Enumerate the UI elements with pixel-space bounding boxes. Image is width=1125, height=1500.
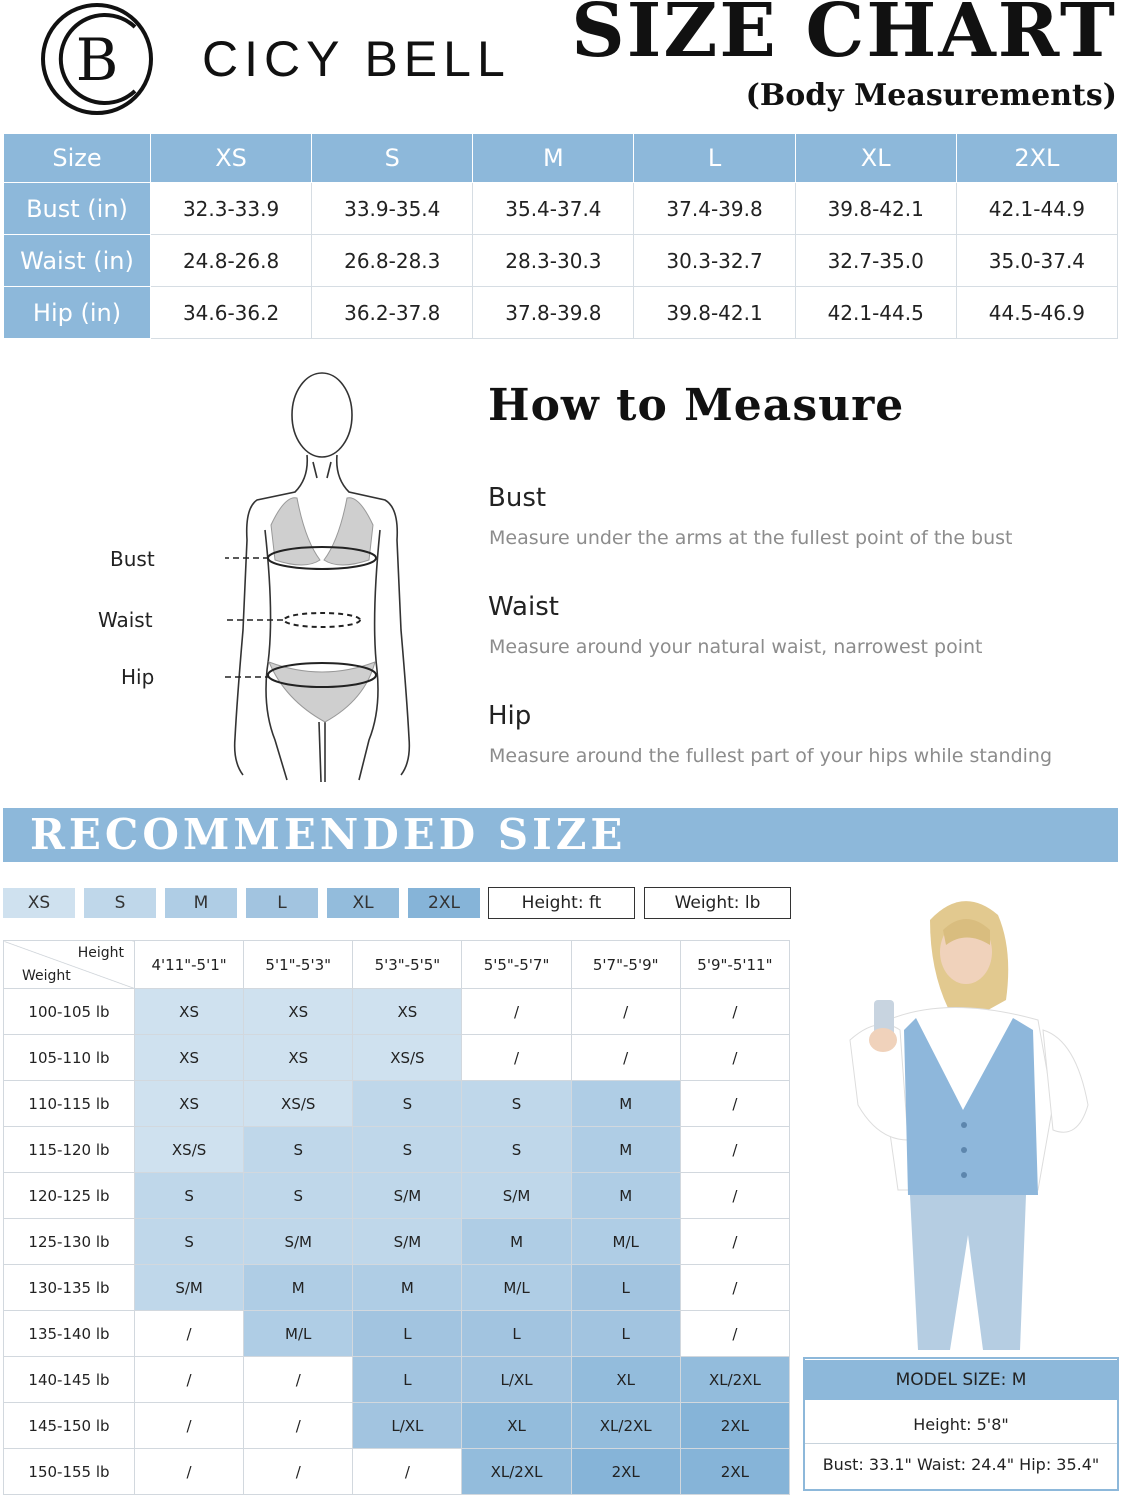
corner-height-label: Height [77, 945, 124, 961]
legend-xl: XL [327, 888, 399, 918]
table-cell: 42.1-44.5 [795, 287, 956, 339]
legend-2xl: 2XL [408, 888, 480, 918]
size-cell: XL/2XL [462, 1449, 571, 1495]
model-card-divider [805, 1443, 1117, 1444]
size-cell: / [244, 1403, 353, 1449]
height-header: 5'9"-5'11" [680, 941, 789, 989]
size-cell: S [353, 1081, 462, 1127]
body-measurement-table [3, 133, 1118, 339]
size-cell: S/M [244, 1219, 353, 1265]
weight-range-cell: 135-140 lb [4, 1311, 135, 1357]
size-cell: XS/S [135, 1127, 244, 1173]
weight-range-cell: 105-110 lb [4, 1035, 135, 1081]
row-header: Bust (in) [4, 183, 151, 235]
legend-l: L [246, 888, 318, 918]
column-header: Size [4, 134, 151, 183]
table-cell: 37.4-39.8 [634, 183, 795, 235]
measure-hip-heading: Hip [488, 701, 532, 731]
size-cell: / [135, 1311, 244, 1357]
size-cell: / [680, 1311, 789, 1357]
size-cell: / [462, 1035, 571, 1081]
size-cell: S [244, 1127, 353, 1173]
size-cell: L/XL [462, 1357, 571, 1403]
size-cell: XS [244, 989, 353, 1035]
recommended-title: RECOMMENDED SIZE [30, 810, 627, 859]
size-cell: M [571, 1127, 680, 1173]
size-cell: XL [571, 1357, 680, 1403]
measure-bust-description: Measure under the arms at the fullest point of the bust [489, 527, 1013, 549]
weight-unit-label: Weight: lb [644, 887, 791, 919]
size-cell: XS/S [353, 1035, 462, 1081]
size-cell: XS [135, 989, 244, 1035]
column-header: S [312, 134, 473, 183]
table-cell: 44.5-46.9 [956, 287, 1117, 339]
table-header-row [4, 941, 790, 989]
brand-name: CICY BELL [202, 31, 511, 87]
table-cell: 39.8-42.1 [634, 287, 795, 339]
size-cell: M [462, 1219, 571, 1265]
size-cell: 2XL [680, 1403, 789, 1449]
table-row [4, 1403, 790, 1449]
page-subtitle: (Body Measurements) [745, 78, 1117, 113]
height-header: 5'7"-5'9" [571, 941, 680, 989]
size-cell: S [462, 1081, 571, 1127]
model-measurements: Bust: 33.1" Waist: 24.4" Hip: 35.4" [822, 1455, 1100, 1474]
height-header: 5'3"-5'5" [353, 941, 462, 989]
row-header: Hip (in) [4, 287, 151, 339]
size-cell: / [680, 1035, 789, 1081]
table-cell: 34.6-36.2 [151, 287, 312, 339]
table-row [4, 1449, 790, 1495]
size-cell: M [244, 1265, 353, 1311]
height-unit-label: Height: ft [488, 887, 635, 919]
size-cell: 2XL [680, 1449, 789, 1495]
table-cell: 26.8-28.3 [312, 235, 473, 287]
table-cell: 39.8-42.1 [795, 183, 956, 235]
table-cell: 28.3-30.3 [473, 235, 634, 287]
size-cell: S/M [353, 1173, 462, 1219]
size-cell: / [680, 1081, 789, 1127]
size-cell: / [135, 1357, 244, 1403]
size-cell: S/M [135, 1265, 244, 1311]
table-row [4, 1035, 790, 1081]
legend-m: M [165, 888, 237, 918]
weight-range-cell: 140-145 lb [4, 1357, 135, 1403]
table-cell: 35.0-37.4 [956, 235, 1117, 287]
figure-label-hip: Hip [121, 665, 155, 689]
size-cell: L [353, 1311, 462, 1357]
size-cell: M/L [462, 1265, 571, 1311]
table-cell: 32.7-35.0 [795, 235, 956, 287]
table-row [4, 183, 1118, 235]
table-cell: 24.8-26.8 [151, 235, 312, 287]
legend-xs: XS [3, 888, 75, 918]
table-cell: 36.2-37.8 [312, 287, 473, 339]
brand-logo-icon [40, 2, 154, 116]
size-cell: XL/2XL [680, 1357, 789, 1403]
weight-range-cell: 150-155 lb [4, 1449, 135, 1495]
size-cell: L [571, 1265, 680, 1311]
table-cell: 30.3-32.7 [634, 235, 795, 287]
size-cell: / [680, 1219, 789, 1265]
model-photo-illustration [838, 890, 1108, 1350]
legend-s: S [84, 888, 156, 918]
measure-bust-heading: Bust [488, 483, 547, 513]
size-cell: XS [244, 1035, 353, 1081]
row-header: Waist (in) [4, 235, 151, 287]
height-header: 5'1"-5'3" [244, 941, 353, 989]
size-cell: L [353, 1357, 462, 1403]
size-cell: / [680, 989, 789, 1035]
size-cell: M [353, 1265, 462, 1311]
size-cell: XL [462, 1403, 571, 1449]
recommended-table-body [4, 989, 790, 1495]
size-cell: / [135, 1403, 244, 1449]
size-cell: / [353, 1449, 462, 1495]
figure-label-waist: Waist [98, 608, 153, 632]
size-cell: M [571, 1173, 680, 1219]
column-header: XS [151, 134, 312, 183]
weight-range-cell: 115-120 lb [4, 1127, 135, 1173]
size-cell: / [680, 1173, 789, 1219]
model-height: Height: 5'8" [913, 1415, 1009, 1434]
size-cell: / [244, 1357, 353, 1403]
table-row [4, 1173, 790, 1219]
size-cell: XS/S [244, 1081, 353, 1127]
size-cell: XS [353, 989, 462, 1035]
table-cell: 35.4-37.4 [473, 183, 634, 235]
size-cell: / [244, 1449, 353, 1495]
size-cell: / [680, 1127, 789, 1173]
logo-letter: B [75, 26, 119, 94]
size-cell: XL/2XL [571, 1403, 680, 1449]
page-title: SIZE CHART [571, 0, 1117, 74]
size-cell: S/M [353, 1219, 462, 1265]
corner-cell [4, 941, 135, 989]
size-cell: 2XL [571, 1449, 680, 1495]
table-row [4, 1081, 790, 1127]
measure-waist-heading: Waist [488, 592, 559, 622]
figure-label-bust: Bust [110, 547, 155, 571]
table-row [4, 1311, 790, 1357]
table-row [4, 1265, 790, 1311]
column-header: M [473, 134, 634, 183]
table-cell: 32.3-33.9 [151, 183, 312, 235]
column-header: L [634, 134, 795, 183]
size-cell: / [462, 989, 571, 1035]
weight-range-cell: 130-135 lb [4, 1265, 135, 1311]
size-cell: M/L [244, 1311, 353, 1357]
size-cell: L/XL [353, 1403, 462, 1449]
size-cell: S [462, 1127, 571, 1173]
weight-range-cell: 110-115 lb [4, 1081, 135, 1127]
size-cell: M [571, 1081, 680, 1127]
measure-hip-description: Measure around the fullest part of your hips while standing [489, 745, 1053, 767]
size-cell: / [571, 989, 680, 1035]
size-cell: L [571, 1311, 680, 1357]
table-row [4, 287, 1118, 339]
size-cell: S [244, 1173, 353, 1219]
column-header: 2XL [956, 134, 1117, 183]
weight-range-cell: 125-130 lb [4, 1219, 135, 1265]
corner-weight-label: Weight [22, 968, 71, 984]
weight-range-cell: 100-105 lb [4, 989, 135, 1035]
column-header: XL [795, 134, 956, 183]
measure-waist-description: Measure around your natural waist, narrowest point [489, 636, 983, 658]
body-figure-illustration [225, 370, 425, 790]
size-cell: S/M [462, 1173, 571, 1219]
height-header: 5'5"-5'7" [462, 941, 571, 989]
weight-range-cell: 145-150 lb [4, 1403, 135, 1449]
size-cell: / [571, 1035, 680, 1081]
table-row [4, 989, 790, 1035]
size-cell: XS [135, 1035, 244, 1081]
table-header-row [4, 134, 1118, 183]
table-cell: 37.8-39.8 [473, 287, 634, 339]
table-row [4, 1357, 790, 1403]
size-cell: / [135, 1449, 244, 1495]
table-row [4, 1127, 790, 1173]
table-row [4, 1219, 790, 1265]
recommended-size-table [3, 940, 790, 1495]
size-cell: / [680, 1265, 789, 1311]
size-cell: S [135, 1173, 244, 1219]
size-cell: S [353, 1127, 462, 1173]
height-header: 4'11"-5'1" [135, 941, 244, 989]
table-row [4, 235, 1118, 287]
model-size-label: MODEL SIZE: M [805, 1360, 1117, 1400]
size-cell: L [462, 1311, 571, 1357]
size-cell: S [135, 1219, 244, 1265]
how-to-measure-title: How to Measure [488, 380, 905, 431]
size-cell: XS [135, 1081, 244, 1127]
size-cell: M/L [571, 1219, 680, 1265]
table-cell: 33.9-35.4 [312, 183, 473, 235]
weight-range-cell: 120-125 lb [4, 1173, 135, 1219]
table-cell: 42.1-44.9 [956, 183, 1117, 235]
